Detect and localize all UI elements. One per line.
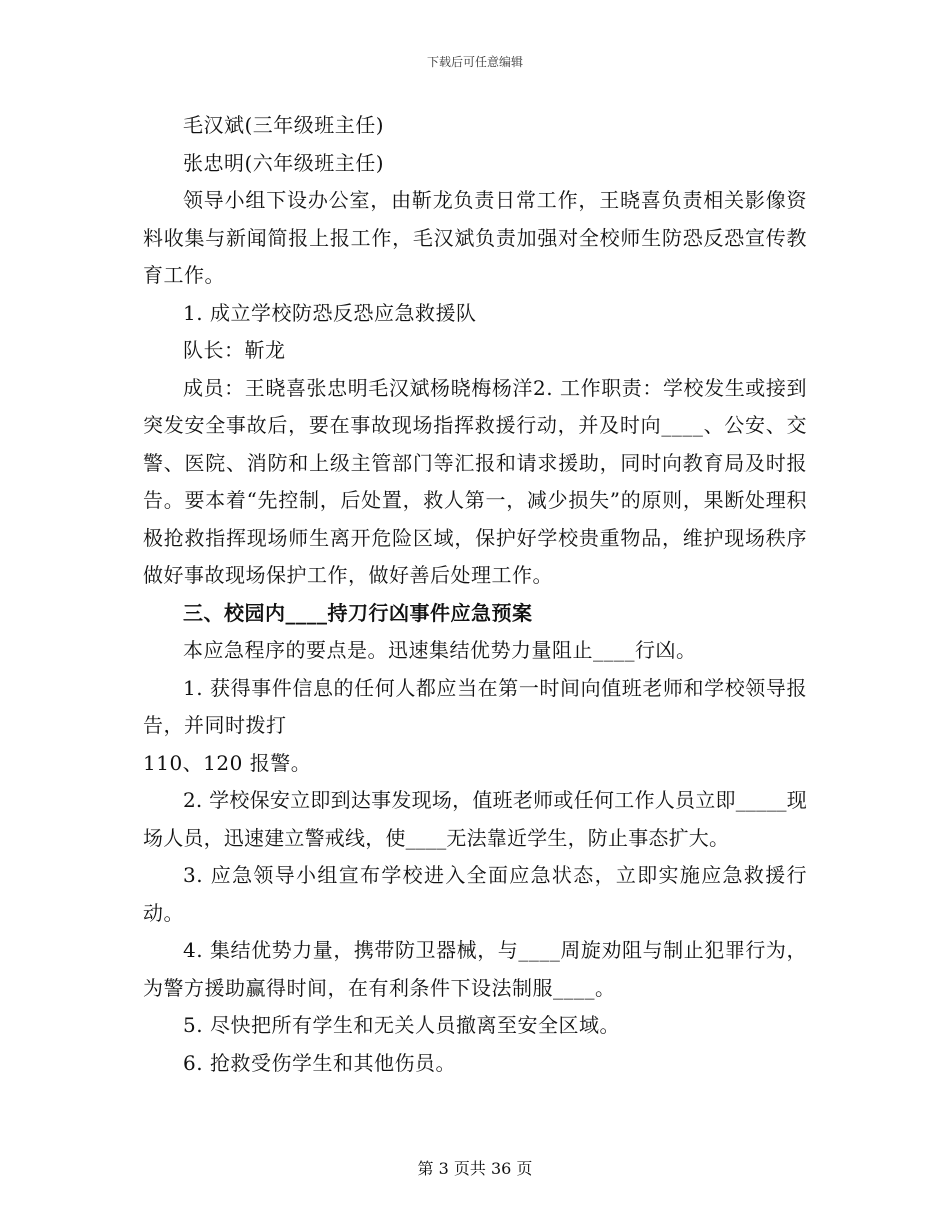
paragraph-office: 领导小组下设办公室，由靳龙负责日常工作，王晓喜负责相关影像资料收集与新闻简报上报工作，毛汉斌负责加强对全校师生防恐反恐宣传教育工作。 [143, 188, 807, 287]
paragraph-step-3: 3. 应急领导小组宣布学校进入全面应急状态，立即实施应急救援行动。 [143, 863, 807, 925]
paragraph-captain: 队长：靳龙 [183, 338, 286, 362]
paragraph-members-duties: 成员：王晓喜张忠明毛汉斌杨晓梅杨洋2. 工作职责：学校发生或接到突发安全事故后，要在事故现场指挥救援行动，并及时向____、公安、交警、医院、消防和上级主管部门等汇报和请求援助，同时向教育局及时报告。要本着“先控制，后处置，救人第一，减少损失”的原则，果断处理积极抢救指挥现场师生离开危险区域，保护好学校贵重物品，维护现场秩序做好事故现场保护工作，做好善后处理工作。 [143, 375, 807, 587]
paragraph-step-1: 1. 获得事件信息的任何人都应当在第一时间向值班老师和学校领导报告，并同时拨打 [143, 675, 807, 737]
paragraph-member-mao: 毛汉斌(三年级班主任) [183, 113, 385, 137]
paragraph-key-points: 本应急程序的要点是。迅速集结优势力量阻止____行凶。 [183, 638, 697, 662]
paragraph-step-6: 6. 抢救受伤学生和其他伤员。 [183, 1050, 456, 1075]
paragraph-member-zhang: 张忠明(六年级班主任) [183, 150, 385, 175]
paragraph-step-2: 2. 学校保安立即到达事发现场，值班老师或任何工作人员立即_____现场人员，迅速建立警戒线，使____无法靠近学生，防止事态扩大。 [143, 788, 807, 850]
page-header: 下载后可任意编辑 [426, 55, 523, 69]
section-heading: 三、校园内____持刀行凶事件应急预案 [183, 600, 533, 625]
paragraph-rescue-team: 1. 成立学校防恐反恐应急救援队 [183, 300, 477, 325]
paragraph-step-5: 5. 尽快把所有学生和无关人员撤离至安全区域。 [183, 1013, 620, 1037]
paragraph-step-4: 4. 集结优势力量，携带防卫器械，与____周旋劝阻与制止犯罪行为，为警方援助赢得时间，在有利条件下设法制服____。 [143, 938, 807, 1000]
document-body [143, 107, 807, 1082]
paragraph-step-1-cont: 110、120 报警。 [143, 750, 312, 775]
page-footer: 第 3 页共 36 页 [417, 1159, 533, 1178]
